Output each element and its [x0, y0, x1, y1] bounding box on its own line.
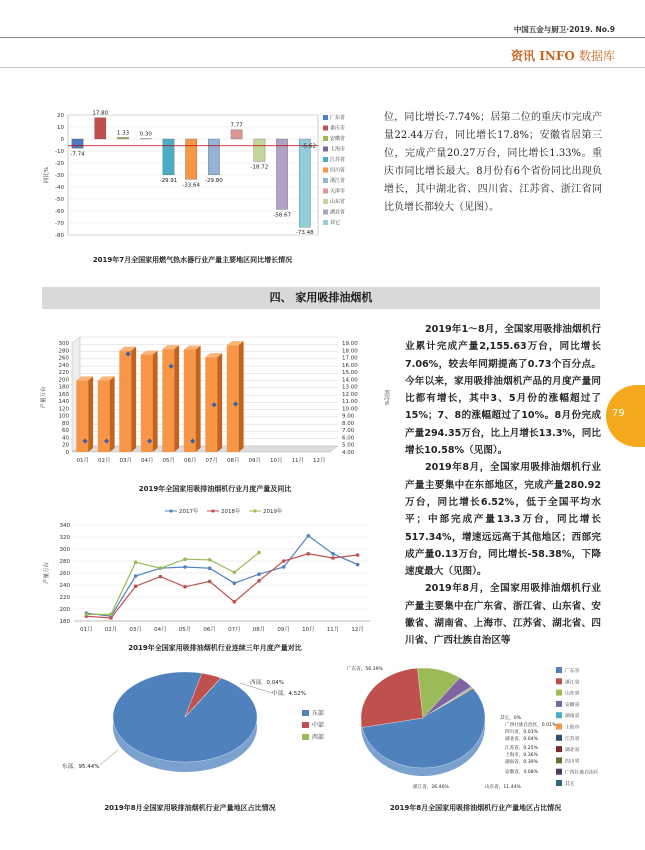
legend-label-广东省: 广东省	[565, 669, 580, 674]
bar-浙江省	[208, 139, 219, 175]
legend-swatch	[323, 157, 328, 162]
legend-marker	[253, 509, 256, 512]
y2-tick-label: 8.00	[342, 420, 355, 427]
chart-gas-heater-growth	[40, 100, 345, 260]
series-line-2017年	[86, 536, 357, 616]
bar-value-label: -7.74	[70, 151, 85, 158]
bar-side	[153, 351, 158, 452]
legend-swatch	[323, 178, 328, 183]
column-cn: 资讯	[511, 49, 536, 63]
series-point-2017年	[282, 565, 286, 569]
bar-side	[131, 347, 136, 452]
section-title: 四、 家用吸排油烟机	[269, 291, 373, 304]
y-tick-label: -50	[55, 197, 64, 203]
slice-label: 山东省，11.44%	[485, 785, 521, 790]
chart1-caption: 2019年7月全国家用燃气热水器行业产量主要地区同比增长情况	[92, 256, 293, 264]
series-point-2017年	[356, 563, 360, 567]
bar-05月	[162, 349, 174, 452]
y2-tick-label: 4.00	[342, 450, 355, 456]
x-tick-label: 06月	[184, 458, 197, 464]
bar-03月	[119, 351, 131, 452]
legend-swatch	[556, 735, 562, 741]
y-tick-label: 20	[62, 442, 69, 449]
y-tick-label: 160	[58, 391, 69, 398]
bar-value-label: -29.91	[159, 177, 178, 184]
series-point-2019年	[208, 558, 212, 562]
column-title	[511, 47, 615, 64]
series-point-2018年	[356, 553, 360, 557]
y2-tick-label: 12.00	[342, 391, 358, 398]
chart2-caption: 2019年全国家用吸排油烟机行业月度产量及同比	[138, 485, 292, 493]
series-point-2017年	[307, 534, 311, 538]
legend-label-四川省: 四川省	[565, 759, 580, 765]
province-slice-浙江省	[361, 668, 423, 727]
y-tick-label: 80	[62, 420, 69, 427]
legend-swatch	[556, 712, 562, 718]
series-point-2017年	[183, 565, 187, 569]
header-rule	[0, 37, 645, 38]
bar-value-label: -18.72	[250, 164, 269, 171]
y-tick-label: 300	[58, 341, 69, 347]
y2-tick-label: 18.00	[342, 348, 358, 355]
legend-swatch	[323, 147, 328, 152]
legend-swatch	[323, 220, 328, 225]
bar-value-label: -33.64	[182, 182, 201, 189]
bar-value-label: 1.33	[116, 130, 130, 137]
series-point-2018年	[159, 575, 163, 579]
slice-label: 其它，0%	[500, 716, 522, 721]
bar-value-label: 7.77	[230, 122, 243, 129]
legend-swatch	[323, 136, 328, 141]
x-tick-label: 04月	[154, 627, 167, 633]
x-tick-label: 11月	[291, 458, 304, 464]
legend-label-天津市: 天津市	[330, 188, 345, 195]
series-point-2018年	[282, 559, 286, 563]
y-tick-label: 280	[58, 348, 69, 355]
bar-side	[196, 346, 201, 452]
slice-label: 湖北省，0.04%	[505, 737, 538, 742]
bar-山东省	[254, 139, 265, 161]
series-point-2019年	[85, 613, 89, 617]
legend-label-江苏省: 江苏省	[330, 157, 345, 163]
y-tick-label: 300	[59, 547, 70, 553]
legend-label-中部: 中部	[312, 722, 325, 729]
series-point-2017年	[208, 566, 212, 570]
x-tick-label: 07月	[228, 627, 241, 633]
x-tick-label: 08月	[252, 627, 266, 633]
legend-swatch	[302, 734, 309, 740]
series-point-2019年	[257, 551, 261, 555]
x-tick-label: 02月	[98, 458, 111, 464]
slice-label: 安徽省，4.08%	[505, 770, 538, 775]
legend-label-湖北省: 湖北省	[565, 748, 580, 754]
y-tick-label: 240	[58, 362, 69, 369]
y-tick-label: 200	[58, 377, 69, 384]
y-tick-label: 260	[58, 355, 69, 362]
y2-tick-label: 11.00	[342, 399, 358, 406]
legend-swatch	[323, 168, 328, 173]
x-tick-label: 05月	[162, 458, 175, 464]
y-tick-label: -30	[55, 173, 64, 179]
y2-tick-label: 5.00	[342, 442, 355, 449]
series-point-2017年	[233, 581, 237, 585]
bar-安徽省	[117, 137, 128, 139]
header-rule-2	[0, 67, 645, 68]
bar-四川省	[186, 139, 197, 179]
y-tick-label: 280	[59, 559, 70, 565]
y-axis-label: 同比%	[44, 166, 50, 184]
slice-label: 广西壮族自治区，0.01%	[505, 723, 557, 728]
x-tick-label: 02月	[104, 627, 118, 633]
y2-tick-label: 7.00	[342, 428, 355, 435]
legend-swatch	[323, 115, 328, 120]
x-tick-label: 10月	[302, 627, 315, 633]
x-tick-label: 01月	[80, 627, 93, 633]
bar-value-label: -58.67	[273, 212, 291, 219]
y-tick-label: -60	[55, 209, 64, 215]
x-tick-label: 10月	[270, 458, 283, 464]
bar-其它	[299, 139, 310, 227]
y2-tick-label: 6.00	[342, 435, 355, 442]
y2-tick-label: 17.00	[342, 355, 358, 362]
legend-swatch	[556, 757, 562, 763]
y-tick-label: 340	[59, 523, 70, 529]
y-tick-label: 320	[59, 535, 70, 541]
x-tick-label: 04月	[141, 458, 154, 464]
series-point-2018年	[307, 552, 311, 556]
y-tick-label: 180	[58, 384, 69, 391]
label-central: 中部，4.52%	[272, 691, 306, 697]
legend-label-其它: 其它	[565, 782, 575, 787]
chart-province-share	[343, 660, 608, 800]
y-tick-label: 20	[57, 113, 64, 119]
bar-side	[88, 376, 93, 452]
chart-three-year-compare	[40, 503, 390, 643]
legend-label-西部: 西部	[312, 734, 325, 741]
y-tick-label: -80	[55, 233, 64, 239]
bar-天津市	[231, 130, 242, 139]
legend-label-安徽省: 安徽省	[565, 702, 580, 708]
bar-side	[239, 341, 244, 452]
series-point-2019年	[233, 571, 237, 575]
series-point-2018年	[331, 556, 335, 560]
legend-label-湖北省: 湖北省	[330, 209, 345, 216]
legend-label-广西壮族自治区: 广西壮族自治区	[565, 770, 599, 776]
legend-swatch	[323, 189, 328, 194]
bar-06月	[184, 350, 196, 452]
y2-tick-label: 19.00	[342, 341, 358, 347]
legend-label-上海市: 上海市	[565, 725, 580, 731]
series-point-2018年	[208, 580, 212, 584]
series-point-2019年	[159, 566, 163, 570]
bar-广东省	[72, 139, 83, 148]
legend-marker	[211, 509, 214, 512]
x-tick-label: 09月	[277, 627, 290, 633]
column-cn2: 数据库	[578, 49, 615, 63]
x-tick-label: 03月	[129, 627, 142, 633]
paragraph-1: 2019年1～8月，全国家用吸排油烟机行业累计完成产量2,155.63万台，同比增长7.06%，较去年同期提高了0.73个百分点。今年以来，家用吸排油烟机产品的月度产量同比都有增长，其中3、5月份的涨幅超过了15%；7、8的涨幅超过了10%。8月份完成产量294.35万台，比上月增长13.3%，同比增长10.58%（见图）。	[405, 324, 601, 457]
legend-label-浙江省: 浙江省	[565, 680, 580, 686]
series-point-2018年	[233, 600, 237, 604]
legend-swatch	[556, 701, 562, 707]
x-tick-label: 03月	[119, 458, 132, 464]
y-tick-label: 0	[65, 450, 69, 456]
legend-label-山东省: 山东省	[330, 199, 345, 205]
paragraph-3: 2019年8月，全国家用吸排油烟机行业产量主要集中在广东省、浙江省、山东省、安徽省、湖南省、上海市、江苏省、湖北省、四川省、广西壮族自治区等	[405, 583, 601, 647]
legend-label-重庆市: 重庆市	[330, 125, 345, 132]
y-tick-label: 200	[59, 607, 70, 613]
series-line-2018年	[86, 554, 357, 618]
paragraph-2: 2019年8月，全国家用吸排油烟机行业产量主要集中在东部地区，完成产量280.92万台，同比增长6.52%，低于全国平均水平；中部完成产量13.3万台，同比增长517.34%，增速远远高于其他地区；西部完成产量0.13万台，同比增长-58.38%，下降速度最大（见图）。	[405, 462, 601, 578]
page-number: 79	[612, 408, 625, 419]
y-tick-label: 220	[58, 370, 69, 377]
legend-label-其它: 其它	[330, 220, 341, 226]
legend-swatch	[556, 746, 562, 752]
x-tick-label: 06月	[203, 627, 216, 633]
bar-side	[174, 345, 179, 452]
legend-label-2019年: 2019年	[263, 509, 283, 515]
x-tick-label: 11月	[326, 627, 340, 633]
y-tick-label: 10	[57, 125, 64, 131]
series-point-2017年	[134, 574, 138, 578]
x-tick-label: 12月	[351, 627, 364, 633]
legend-label-湖南省: 湖南省	[565, 714, 580, 720]
y-tick-label: 140	[58, 399, 69, 406]
label-west: 西部，0.04%	[250, 680, 284, 686]
slice-label: 四川省，0.03%	[505, 730, 538, 735]
slice-label: 湖南省，0.39%	[505, 760, 538, 765]
legend-swatch	[323, 199, 328, 204]
bar-value-label: 17.80	[92, 110, 109, 117]
y2-tick-label: 10.00	[342, 406, 358, 413]
legend-label-江苏省: 江苏省	[565, 736, 580, 742]
average-label: -5.62	[301, 143, 316, 150]
legend-label-安徽省: 安徽省	[330, 136, 345, 142]
legend-label-四川省: 四川省	[330, 167, 345, 174]
x-tick-label: 05月	[178, 627, 192, 633]
series-point-2019年	[134, 560, 138, 564]
y-tick-label: -10	[55, 149, 64, 155]
legend-label-广东省: 广东省	[330, 115, 345, 121]
series-point-2018年	[109, 616, 113, 620]
bar-side	[110, 376, 115, 452]
legend-swatch	[556, 690, 562, 696]
bar-重庆市	[95, 118, 106, 139]
y-tick-label: 220	[59, 595, 70, 601]
chart-region-share	[40, 665, 340, 800]
legend-swatch	[302, 710, 309, 716]
y-tick-label: -40	[55, 185, 64, 191]
y-axis-label: 产量万台	[41, 386, 47, 409]
series-point-2017年	[257, 572, 261, 576]
y2-tick-label: 16.00	[342, 362, 358, 369]
legend-swatch	[556, 678, 562, 684]
legend-swatch	[556, 667, 562, 673]
bar-08月	[227, 345, 239, 452]
chart-monthly-output	[40, 335, 390, 475]
bar-湖北省	[276, 139, 287, 209]
y-tick-label: 40	[62, 435, 69, 442]
y-tick-label: -70	[55, 221, 64, 227]
legend-label-东部: 东部	[312, 710, 325, 717]
slice-label: 广东省，56.39%	[347, 667, 383, 672]
body-column	[405, 321, 601, 650]
y2-axis-label: 同比%	[383, 389, 389, 406]
label-east: 东部，95.44%	[62, 764, 100, 770]
top-right-paragraph: 位，同比增长-7.74%；居第二位的重庆市完成产量22.44万台，同比增长17.8%；安徽省居第三位，完成产量20.27万台，同比增长1.33%。重庆市同比增长最大。8月份有6个省份同比出现负增长，其中湖北省、四川省、江苏省、浙江省同比负增长都较大（见图）。	[384, 112, 602, 213]
chart5-caption: 2019年8月全国家用吸排油烟机行业产量地区占比情况	[389, 804, 562, 812]
column-en: INFO	[539, 49, 575, 63]
bar-value-label: -73.48	[295, 230, 314, 237]
y2-tick-label: 15.00	[342, 370, 358, 377]
series-point-2017年	[331, 552, 335, 556]
legend-marker	[169, 509, 172, 512]
leader-east	[100, 750, 118, 765]
x-tick-label: 07月	[205, 458, 218, 464]
slice-label: 江苏省，0.25%	[505, 746, 538, 751]
legend-swatch	[556, 780, 562, 786]
series-point-2019年	[183, 557, 187, 561]
y-tick-label: 0	[60, 137, 64, 143]
y-tick-label: 100	[58, 413, 69, 420]
slice-label: 浙江省，26.46%	[413, 785, 449, 790]
y-tick-label: 120	[58, 406, 69, 413]
y-tick-label: 240	[59, 583, 70, 589]
x-tick-label: 01月	[76, 458, 89, 464]
legend-swatch	[323, 126, 328, 131]
y2-tick-label: 14.00	[342, 377, 358, 384]
y-tick-label: 260	[59, 571, 70, 577]
chart4-caption: 2019年8月全国家用吸排油烟机行业产量地区占比情况	[104, 804, 276, 812]
y2-tick-label: 9.00	[342, 413, 355, 420]
series-point-2018年	[134, 584, 138, 588]
bar-side	[217, 353, 222, 452]
bar-04月	[141, 355, 153, 452]
x-tick-label: 08月	[227, 458, 240, 464]
legend-label-上海市: 上海市	[330, 146, 345, 153]
y-axis-label: 产量万台	[44, 561, 50, 585]
series-point-2019年	[109, 613, 113, 617]
legend-label-2018年: 2018年	[221, 509, 241, 515]
chart3-caption: 2019年全国家用吸排油烟机行业连续三年月度产量对比	[128, 644, 302, 652]
legend-swatch	[556, 769, 562, 775]
legend-swatch	[556, 724, 562, 730]
x-tick-label: 12月	[313, 458, 326, 464]
x-tick-label: 09月	[248, 458, 261, 464]
bar-江苏省	[163, 139, 174, 175]
bar-value-label: -29.80	[205, 177, 223, 184]
y-tick-label: 60	[62, 428, 69, 435]
legend-label-浙江省: 浙江省	[330, 178, 345, 184]
y-tick-label: -20	[55, 161, 64, 167]
legend-label-2017年: 2017年	[179, 509, 199, 515]
slice-label: 上海市，0.36%	[505, 753, 538, 758]
series-point-2018年	[183, 585, 187, 589]
y-tick-label: 180	[59, 619, 70, 625]
y2-tick-label: 13.00	[342, 384, 358, 391]
legend-swatch	[323, 210, 328, 215]
legend-label-山东省: 山东省	[565, 691, 580, 697]
bar-value-label: 0.30	[139, 131, 152, 138]
legend-swatch	[302, 722, 309, 728]
journal-header: 中国五金与厨卫·2019. No.9	[513, 25, 615, 34]
series-point-2018年	[257, 579, 261, 583]
